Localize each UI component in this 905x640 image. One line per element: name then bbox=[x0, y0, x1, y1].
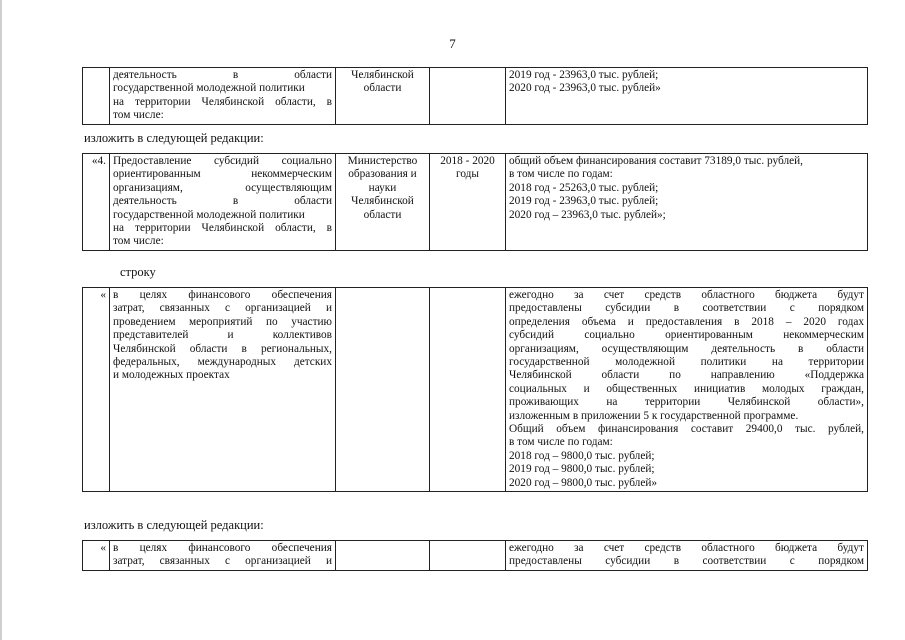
cell-text-line: предоставлены субсидии в соответствии с порядком bbox=[509, 302, 864, 315]
table-row-financing-new bbox=[82, 540, 868, 571]
cell-text-line: 2018 год - 25263,0 тыс. рублей; bbox=[509, 181, 659, 194]
cell-text-line: том числе: bbox=[113, 109, 164, 122]
section-label-new-edition-2: изложить в следующей редакции: bbox=[84, 518, 264, 532]
cell-text-line: ежегодно за счет средств областного бюджета будут bbox=[509, 289, 864, 301]
table-row-continuation bbox=[82, 67, 868, 125]
cell-text-line: деятельность в области bbox=[113, 195, 332, 208]
table-row bbox=[83, 68, 868, 125]
page-edge bbox=[0, 0, 2, 640]
activity-cell bbox=[110, 288, 336, 492]
executor-cell: Министерство образования и науки Челябинской области bbox=[336, 154, 430, 251]
cell-text-line: государственной молодежной политики bbox=[113, 208, 305, 221]
table-row-financing-old bbox=[82, 287, 868, 492]
cell-text-line: 2020 год – 9800,0 тыс. рублей» bbox=[509, 476, 658, 489]
activity-cell bbox=[110, 68, 336, 125]
executor-cell bbox=[336, 541, 430, 571]
cell-text-line: в том числе по годам: bbox=[509, 168, 613, 181]
cell-text-line: 2020 год - 23963,0 тыс. рублей» bbox=[509, 82, 661, 95]
cell-text-line: ориентированным некоммерческим bbox=[113, 168, 332, 181]
cell-text-line: представителей и коллективов bbox=[113, 329, 332, 342]
executor-cell bbox=[336, 288, 430, 492]
activity-cell bbox=[110, 541, 336, 571]
table-row-item-4 bbox=[82, 153, 868, 251]
financing-cell bbox=[506, 68, 868, 125]
cell-text-line: 2019 год - 23963,0 тыс. рублей; bbox=[509, 195, 659, 208]
section-label-new-edition: изложить в следующей редакции: bbox=[84, 131, 264, 145]
cell-text-line: проживающих на территории Челябинской области», bbox=[509, 396, 864, 409]
section-label-row: строку bbox=[120, 265, 156, 279]
cell-text-line: проведением мероприятий по участию bbox=[113, 315, 332, 328]
cell-text-line: Челябинской области в региональных, bbox=[113, 342, 332, 355]
cell-text-line: в целях финансового обеспечения bbox=[113, 289, 332, 301]
cell-text-line: 2020 год – 23963,0 тыс. рублей»; bbox=[509, 208, 666, 221]
cell-text-line: Предоставление субсидий социально bbox=[113, 155, 332, 167]
cell-text-line: ежегодно за счет средств областного бюджета будут bbox=[509, 542, 864, 554]
cell-text-line: социальных и общественных инициатив молодых граждан, bbox=[509, 382, 864, 395]
row-number-cell bbox=[83, 68, 110, 125]
quote-mark-cell: « bbox=[83, 541, 110, 571]
period-cell bbox=[430, 68, 506, 125]
cell-text-line: в целях финансового обеспечения bbox=[113, 542, 332, 554]
cell-text-line: организациям, осуществляющим bbox=[113, 181, 332, 194]
cell-text-line: 2019 год – 9800,0 тыс. рублей; bbox=[509, 463, 655, 476]
cell-text-line: деятельность в области bbox=[113, 69, 332, 81]
cell-text-line: предоставлены субсидии в соответствии с порядком bbox=[509, 555, 864, 568]
period-cell bbox=[430, 288, 506, 492]
activity-cell bbox=[110, 154, 336, 251]
row-number-cell: «4. bbox=[83, 154, 110, 251]
cell-text-line: Общий объем финансирования составит 29400,0 тыс. рублей, bbox=[509, 423, 864, 436]
table-row bbox=[83, 288, 868, 492]
cell-text-line: в том числе по годам: bbox=[509, 436, 613, 449]
table-row bbox=[83, 154, 868, 251]
cell-text-line: государственной молодежной политики bbox=[113, 82, 305, 95]
cell-text-line: организациям, осуществляющим деятельность в области bbox=[509, 342, 864, 355]
cell-text-line: определения объема и предоставления в 2018 – 2020 годах bbox=[509, 315, 864, 328]
cell-text-line: затрат, связанных с организацией и bbox=[113, 302, 332, 315]
period-cell: 2018 - 2020 годы bbox=[430, 154, 506, 251]
cell-text-line: на территории Челябинской области, в bbox=[113, 222, 332, 235]
financing-cell bbox=[506, 154, 868, 251]
cell-text-line: на территории Челябинской области, в bbox=[113, 95, 332, 108]
financing-cell bbox=[506, 288, 868, 492]
cell-text-line: субсидий социально ориентированным некоммерческим bbox=[509, 329, 864, 342]
table-row bbox=[83, 541, 868, 571]
executor-cell: Челябинской области bbox=[336, 68, 430, 125]
cell-text-line: общий объем финансирования составит 73189,0 тыс. рублей, bbox=[509, 155, 803, 167]
quote-mark-cell: « bbox=[83, 288, 110, 492]
cell-text-line: государственной молодежной политики на территории bbox=[509, 356, 864, 369]
cell-text-line: Челябинской области по направлению «Поддержка bbox=[509, 369, 864, 382]
cell-text-line: 2018 год – 9800,0 тыс. рублей; bbox=[509, 449, 655, 462]
financing-cell bbox=[506, 541, 868, 571]
page-number: 7 bbox=[449, 36, 456, 51]
cell-text-line: 2019 год - 23963,0 тыс. рублей; bbox=[509, 69, 659, 81]
cell-text-line: изложенным в приложении 5 к государственной программе. bbox=[509, 409, 799, 422]
period-cell bbox=[430, 541, 506, 571]
cell-text-line: и молодежных проектах bbox=[113, 369, 230, 382]
cell-text-line: том числе: bbox=[113, 235, 164, 248]
cell-text-line: федеральных, международных детских bbox=[113, 356, 332, 369]
cell-text-line: затрат, связанных с организацией и bbox=[113, 555, 332, 568]
